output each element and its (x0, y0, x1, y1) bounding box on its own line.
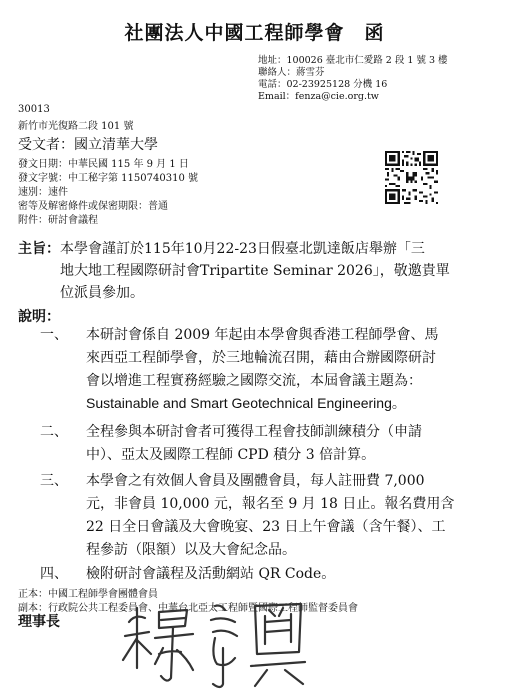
copy-recipients: 副本：行政院公共工程委員會、中華台北亞太工程師暨國際工程師監督委員會 (18, 603, 358, 614)
note-line: 來西亞工程師學會，於三地輪流召開，藉由合辦國際研討 (86, 350, 436, 366)
signatory-title: 理事長 (18, 614, 60, 630)
postal-code: 30013 (18, 104, 50, 115)
recipient-address: 新竹市光復路二段 101 號 (18, 121, 134, 132)
note-line: 會以增進工程實務經驗之國際交流，本屆會議主題為： (86, 373, 422, 389)
issue-date: 發文日期：中華民國 115 年 9 月 1 日 (18, 159, 189, 170)
subject-line: 地大地工程國際研討會Tripartite Seminar 2026」，敬邀貴單 (60, 263, 450, 279)
subject-line: 本學會謹訂於115年10月22-23日假臺北凱達飯店舉辦「三 (60, 241, 425, 257)
letter-title: 社團法人中國工程師學會 函 (124, 22, 385, 44)
qr-code (385, 151, 438, 204)
recipient-name: 受文者：國立清華大學 (18, 137, 158, 153)
subject-label: 主旨： (18, 241, 60, 257)
handwritten-signature (115, 592, 315, 690)
note-marker: 一、 (40, 327, 68, 343)
note-line: 全程參與本研討會者可獲得工程會技師訓練積分（申請 (86, 424, 422, 440)
delivery-speed: 速別：速件 (18, 187, 68, 198)
qr-dinosaur-logo (404, 170, 419, 185)
note-line: 本研討會係自 2009 年起由本學會與香港工程師學會、馬 (86, 327, 439, 343)
notes-label: 說明： (18, 309, 60, 325)
contact-address: 地址：100026 臺北市仁愛路 2 段 1 號 3 樓 (258, 55, 448, 66)
note-line: 本學會之有效個人會員及團體會員，每人註冊費 7,000 (86, 473, 425, 489)
note-line: 中）、亞太及國際工程師 CPD 積分 3 倍計算。 (86, 447, 376, 463)
original-recipients: 正本：中國工程師學會團體會員 (18, 589, 158, 600)
contact-person: 聯絡人：蔣雪芬 (258, 67, 325, 78)
contact-email: Email：fenza@cie.org.tw (258, 91, 379, 102)
note-line: 元，非會員 10,000 元，報名至 9 月 18 日止。報名費用含 (86, 496, 455, 512)
security-level: 密等及解密條件或保密期限：普通 (18, 201, 168, 212)
contact-phone: 電話：02-23925128 分機 16 (258, 79, 388, 90)
attachment: 附件：研討會議程 (18, 215, 98, 226)
note-line: Sustainable and Smart Geotechnical Engineering。 (86, 395, 406, 411)
note-marker: 三、 (40, 473, 68, 489)
note-marker: 二、 (40, 424, 68, 440)
note-marker: 四、 (40, 566, 68, 582)
document-number: 發文字號：中工秘字第 1150740310 號 (18, 173, 198, 184)
note-line: 22 日全日會議及大會晚宴、23 日上午會議（含午餐）、工 (86, 519, 446, 535)
note-line: 檢附研討會議程及活動網站 QR Code。 (86, 566, 336, 582)
note-line: 程參訪（限額）以及大會紀念品。 (86, 542, 296, 558)
subject-line: 位派員參加。 (60, 285, 144, 301)
